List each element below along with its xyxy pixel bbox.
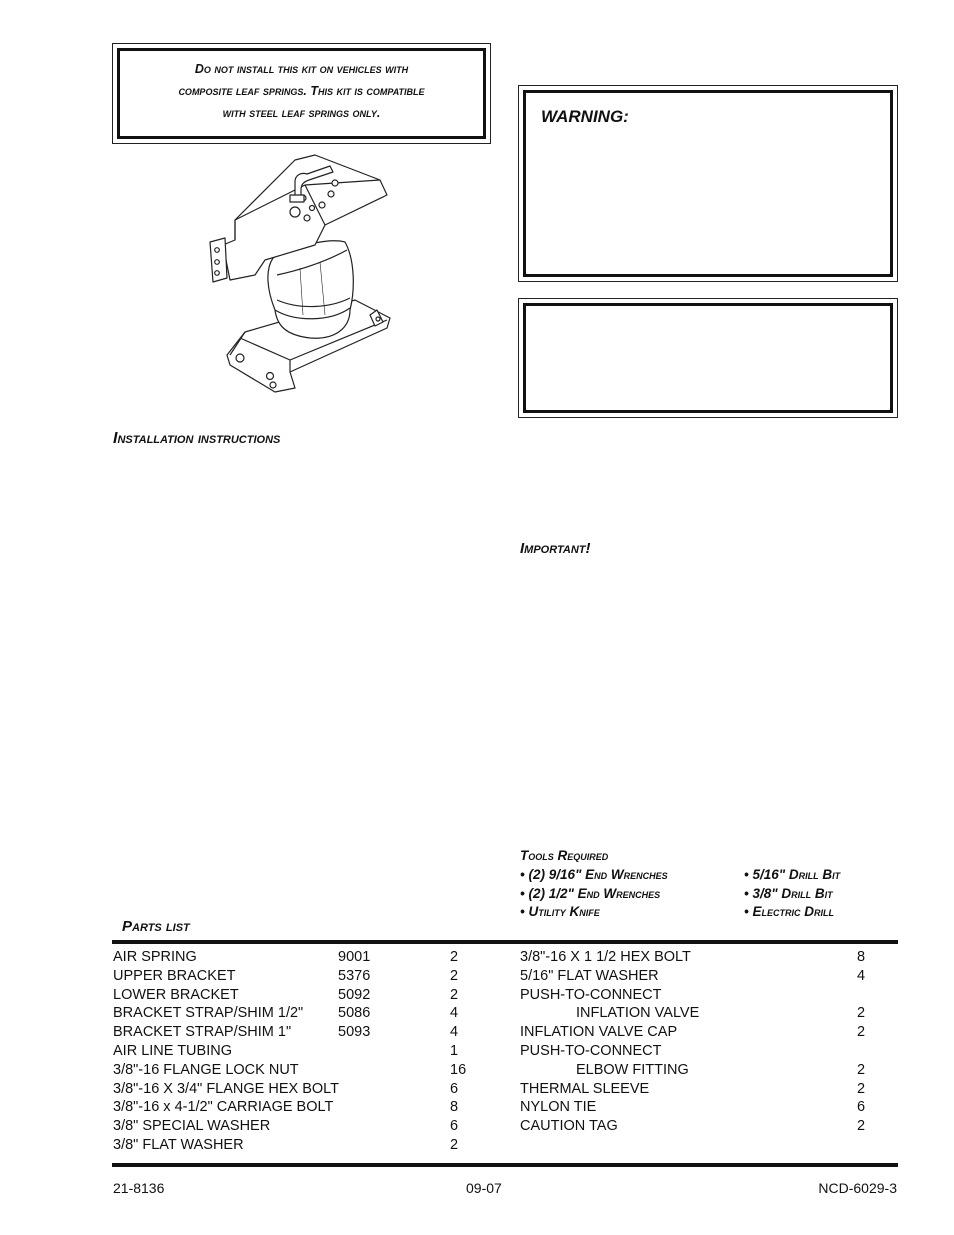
table-row [113,1117,503,1136]
part-number: 5376 [338,967,371,984]
warning-box [518,85,898,282]
table-row [520,986,896,1005]
part-name: NYLON TIE [520,1099,597,1116]
part-name: AIR SPRING [113,949,197,965]
part-number: 5092 [338,986,371,1003]
table-row [520,1080,896,1099]
table-row [113,1061,503,1080]
tools-required-title: Tools Required [520,848,609,863]
parts-table-right [520,948,896,1136]
table-row [113,1042,503,1061]
notice-line-3: with steel leaf springs only. [222,106,381,120]
tools-right-list [744,866,840,922]
parts-list-heading: Parts list [122,918,190,935]
part-name: INFLATION VALVE CAP [520,1024,678,1041]
part-qty: 8 [857,949,866,965]
document-code: NCD-6029-3 [818,1180,897,1196]
caution-box [518,298,898,418]
part-name: PUSH-TO-CONNECT [520,986,662,1003]
warning-title: WARNING: [541,107,629,126]
part-number: 5093 [338,1024,371,1041]
part-name: 3/8"-16 X 1 1/2 HEX BOLT [520,949,691,965]
part-qty: 2 [450,1136,459,1153]
part-name: PUSH-TO-CONNECT [520,1042,662,1059]
part-name: 3/8"-16 FLANGE LOCK NUT [113,1061,299,1078]
part-qty: 4 [450,1024,459,1041]
notice-line-2: composite leaf springs. This kit is compatible [178,84,425,98]
part-qty: 2 [450,967,459,984]
part-name: BRACKET STRAP/SHIM 1" [113,1024,292,1041]
table-row [520,967,896,986]
document-date: 09-07 [466,1180,502,1196]
part-qty: 2 [450,949,459,965]
table-row [520,1042,896,1061]
part-qty: 6 [450,1080,459,1097]
table-row [113,986,503,1005]
part-qty: 1 [450,1042,459,1059]
air-spring-kit-illustration [205,150,400,395]
part-qty: 2 [857,1061,866,1078]
table-row [113,967,503,986]
part-name: UPPER BRACKET [113,967,236,984]
part-qty: 8 [450,1099,459,1116]
table-row [113,1098,503,1117]
tool-item: • 5/16" Drill Bit [744,867,841,882]
important-heading: Important! [520,540,591,557]
tool-item: • (2) 9/16" End Wrenches [520,867,668,882]
part-name: THERMAL SLEEVE [520,1080,650,1097]
notice-line-1: Do not install this kit on vehicles with [194,62,409,76]
tool-item: • 3/8" Drill Bit [744,885,833,901]
table-row [520,1004,896,1023]
part-name: BRACKET STRAP/SHIM 1/2" [113,1005,304,1022]
part-qty: 2 [857,1024,866,1041]
installation-instructions-heading: Installation instructions [113,430,281,447]
part-name: INFLATION VALVE [576,1005,700,1022]
part-qty: 6 [857,1099,866,1116]
part-qty: 2 [857,1080,866,1097]
bottom-rule [112,1163,898,1167]
part-qty: 2 [857,1118,866,1135]
part-name: LOWER BRACKET [113,986,239,1003]
document-number: 21-8136 [113,1180,165,1196]
top-rule [112,940,898,944]
part-name: 3/8"-16 x 4-1/2" CARRIAGE BOLT [113,1099,334,1116]
table-row [113,948,503,967]
part-name: AIR LINE TUBING [113,1042,232,1059]
part-name: 3/8" FLAT WASHER [113,1136,244,1153]
table-row [113,1023,503,1042]
part-qty: 4 [857,967,866,984]
part-number: 5086 [338,1005,371,1022]
part-name: CAUTION TAG [520,1118,618,1135]
table-row [113,1004,503,1023]
table-row [520,1023,896,1042]
table-row [520,1098,896,1117]
table-row [520,1061,896,1080]
table-row [113,1080,503,1099]
part-qty: 16 [450,1061,467,1078]
parts-table-left [113,948,503,1155]
compatibility-notice [112,43,491,144]
part-qty: 2 [857,1005,866,1022]
part-name: ELBOW FITTING [576,1061,689,1078]
table-row [520,1117,896,1136]
tools-left-list [520,866,668,922]
tool-item: • (2) 1/2" End Wrenches [520,885,661,901]
part-name: 3/8"-16 X 3/4" FLANGE HEX BOLT [113,1080,340,1097]
tool-item: • Electric Drill [744,904,834,919]
part-name: 3/8" SPECIAL WASHER [113,1118,271,1135]
table-row [113,1136,503,1155]
part-qty: 6 [450,1118,459,1135]
part-qty: 2 [450,986,459,1003]
tool-item: • Utility Knife [520,904,600,919]
part-number: 9001 [338,949,371,965]
part-qty: 4 [450,1005,459,1022]
part-name: 5/16" FLAT WASHER [520,967,659,984]
table-row [520,948,896,967]
